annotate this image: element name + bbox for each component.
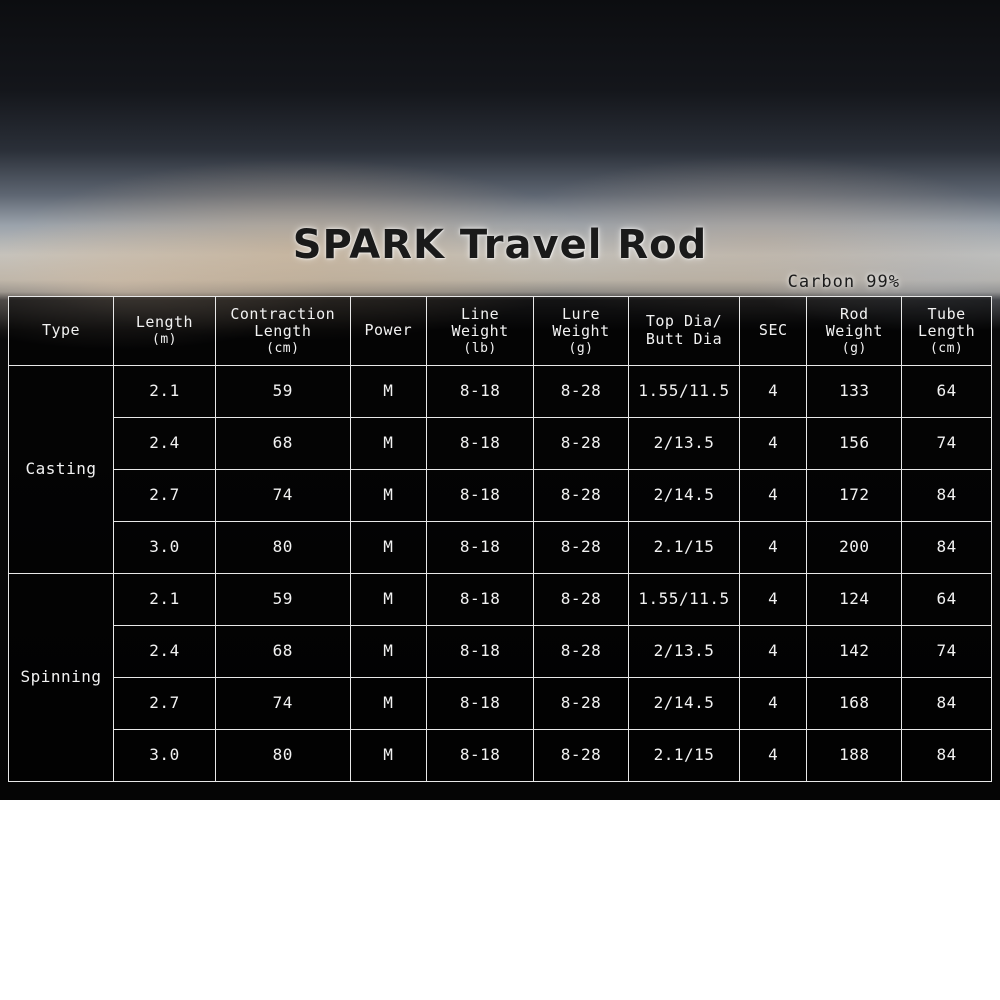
cell-sec: 4 [740, 418, 807, 470]
header-cell-top-butt-dia [628, 297, 739, 366]
cell-length: 2.7 [114, 470, 216, 522]
cell-dia: 2/14.5 [628, 678, 739, 730]
header-unit: (cm) [929, 341, 964, 357]
cell-line-weight: 8-18 [427, 678, 534, 730]
table-row [9, 470, 992, 522]
carbon-content-note: Carbon 99% [787, 272, 900, 292]
cell-power: M [350, 574, 426, 626]
header-cell-type [9, 297, 114, 366]
cell-power: M [350, 470, 426, 522]
cell-lure-weight: 8-28 [534, 678, 629, 730]
header-unit: (cm) [266, 341, 300, 357]
cell-contraction: 59 [215, 574, 350, 626]
cell-sec: 4 [740, 730, 807, 782]
cell-contraction: 68 [215, 418, 350, 470]
cell-contraction: 80 [215, 522, 350, 574]
header-cell-lure-weight [534, 297, 629, 366]
cell-contraction: 74 [215, 678, 350, 730]
cell-lure-weight: 8-28 [534, 626, 629, 678]
table-body [9, 366, 992, 782]
cell-contraction: 68 [215, 626, 350, 678]
header-row [9, 297, 992, 366]
spec-table-container [8, 296, 992, 782]
cell-rod-weight: 168 [807, 678, 902, 730]
header-label: Tube Length [918, 304, 976, 341]
cell-sec: 4 [740, 522, 807, 574]
cell-power: M [350, 626, 426, 678]
cell-length: 2.4 [114, 626, 216, 678]
header-cell-sec [740, 297, 807, 366]
cell-dia: 2/13.5 [628, 626, 739, 678]
cell-contraction: 74 [215, 470, 350, 522]
cell-power: M [350, 678, 426, 730]
page-title: SPARK Travel Rod [292, 222, 708, 268]
table-row [9, 626, 992, 678]
table-row [9, 522, 992, 574]
header-label: Line Weight [451, 304, 509, 341]
header-cell-rod-weight [807, 297, 902, 366]
header-unit: (lb) [463, 341, 497, 357]
table-row [9, 730, 992, 782]
cell-tube-length: 84 [902, 522, 992, 574]
cell-lure-weight: 8-28 [534, 418, 629, 470]
cell-rod-weight: 142 [807, 626, 902, 678]
cell-rod-weight: 188 [807, 730, 902, 782]
cell-line-weight: 8-18 [427, 574, 534, 626]
header-unit: (m) [152, 332, 177, 348]
cell-lure-weight: 8-28 [534, 522, 629, 574]
cell-line-weight: 8-18 [427, 626, 534, 678]
cell-lure-weight: 8-28 [534, 730, 629, 782]
header-label: Power [364, 321, 413, 340]
header-cell-length [114, 297, 216, 366]
specification-table [8, 296, 992, 782]
cell-rod-weight: 124 [807, 574, 902, 626]
table-row [9, 418, 992, 470]
table-header [9, 297, 992, 366]
table-row [9, 678, 992, 730]
cell-tube-length: 84 [902, 470, 992, 522]
header-label: SEC [758, 321, 788, 340]
cell-length: 2.7 [114, 678, 216, 730]
cell-contraction: 59 [215, 366, 350, 418]
cell-length: 3.0 [114, 522, 216, 574]
cell-lure-weight: 8-28 [534, 574, 629, 626]
header-label: Rod Weight [825, 304, 883, 341]
cell-contraction: 80 [215, 730, 350, 782]
header-cell-power [350, 297, 426, 366]
header-unit: (g) [841, 341, 867, 357]
cell-line-weight: 8-18 [427, 366, 534, 418]
header-label: Type [41, 321, 81, 340]
header-cell-contraction-length [215, 297, 350, 366]
cell-length: 2.1 [114, 574, 216, 626]
cell-power: M [350, 418, 426, 470]
header-unit: (g) [568, 341, 594, 357]
header-label: Lure Weight [552, 304, 610, 341]
cell-sec: 4 [740, 626, 807, 678]
row-type-casting: Casting [9, 366, 114, 574]
cell-dia: 2/13.5 [628, 418, 739, 470]
cell-dia: 1.55/11.5 [628, 574, 739, 626]
cell-tube-length: 84 [902, 730, 992, 782]
row-type-spinning: Spinning [9, 574, 114, 782]
cell-dia: 2/14.5 [628, 470, 739, 522]
cell-tube-length: 74 [902, 626, 992, 678]
cell-tube-length: 84 [902, 678, 992, 730]
cell-sec: 4 [740, 574, 807, 626]
cell-rod-weight: 200 [807, 522, 902, 574]
header-label: Length [135, 313, 194, 332]
table-row [9, 574, 992, 626]
cell-length: 3.0 [114, 730, 216, 782]
cell-lure-weight: 8-28 [534, 470, 629, 522]
header-cell-line-weight [427, 297, 534, 366]
cell-length: 2.1 [114, 366, 216, 418]
cell-sec: 4 [740, 678, 807, 730]
cell-power: M [350, 730, 426, 782]
cell-tube-length: 64 [902, 366, 992, 418]
cell-lure-weight: 8-28 [534, 366, 629, 418]
cell-rod-weight: 133 [807, 366, 902, 418]
table-row [9, 366, 992, 418]
cell-length: 2.4 [114, 418, 216, 470]
cell-power: M [350, 522, 426, 574]
cell-line-weight: 8-18 [427, 522, 534, 574]
cell-tube-length: 74 [902, 418, 992, 470]
cell-sec: 4 [740, 366, 807, 418]
cell-dia: 1.55/11.5 [628, 366, 739, 418]
header-label: Contraction Length [230, 304, 336, 341]
cell-line-weight: 8-18 [427, 730, 534, 782]
cell-dia: 2.1/15 [628, 522, 739, 574]
cell-line-weight: 8-18 [427, 470, 534, 522]
header-label: Top Dia/ Butt Dia [645, 312, 723, 348]
header-cell-tube-length [902, 297, 992, 366]
cell-rod-weight: 156 [807, 418, 902, 470]
cell-sec: 4 [740, 470, 807, 522]
cell-power: M [350, 366, 426, 418]
cell-line-weight: 8-18 [427, 418, 534, 470]
cell-tube-length: 64 [902, 574, 992, 626]
cell-rod-weight: 172 [807, 470, 902, 522]
cell-dia: 2.1/15 [628, 730, 739, 782]
